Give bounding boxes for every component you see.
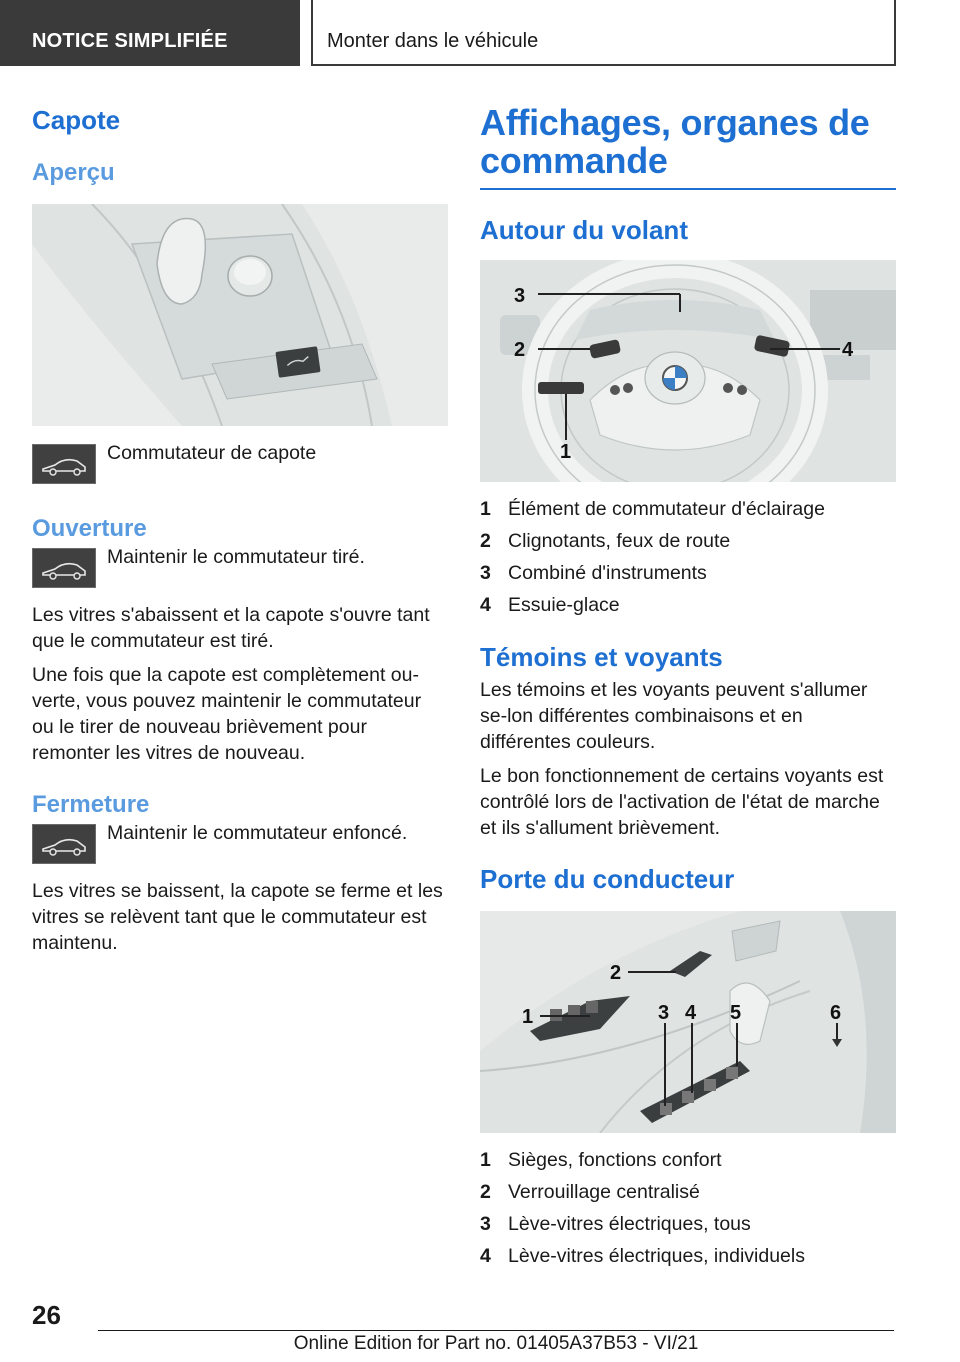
legend-text: Lève-vitres électriques, tous: [508, 1213, 751, 1235]
legend-item: [480, 493, 896, 525]
convertible-top-icon: [32, 824, 96, 864]
section-label: NOTICE SIMPLIFIÉE: [0, 0, 300, 66]
legend-number: 2: [480, 1181, 491, 1203]
legend-item: [480, 1208, 896, 1240]
legend-text: Clignotants, feux de route: [508, 530, 731, 552]
opening-paragraph-2: Une fois que la capote est complètement ou-verte, vous pouvez maintenir le commutateur ou le tirer de nouveau brièvement pour remonter les vitres de nouveau.: [32, 664, 422, 764]
legend-text: Élément de commutateur d'éclairage: [508, 498, 825, 520]
footer-divider: [98, 1330, 894, 1331]
legend-item: [480, 1240, 896, 1272]
legend-number: 3: [480, 1213, 491, 1235]
console-illustration: [32, 204, 448, 426]
legend-number: 1: [480, 1149, 491, 1171]
legend-text: Lève-vitres électriques, individuels: [508, 1245, 805, 1267]
page-header: [0, 0, 960, 66]
chapter-label: Monter dans le véhicule: [311, 0, 896, 66]
section-title-affichages: Affichages, organes de commande: [480, 102, 870, 181]
legend-number: 4: [480, 1245, 491, 1267]
console-drawing: [32, 204, 448, 426]
closing-paragraph-1: Les vitres se baissent, la capote se ferme et les vitres se relèvent tant que le commutateur est maintenu.: [32, 880, 443, 954]
footer-edition: Online Edition for Part no. 01405A37B53 - VI/21: [293, 1333, 699, 1354]
subsection-title-temoins: Témoins et voyants: [480, 642, 723, 672]
opening-instruction: Maintenir le commutateur tiré.: [107, 546, 365, 568]
left-column: [32, 98, 448, 956]
door-callout: 1: [522, 1006, 534, 1028]
legend-number: 3: [480, 562, 491, 584]
door-callout: 3: [658, 1002, 670, 1024]
door-callout: 5: [730, 1002, 742, 1024]
door-callout: 6: [830, 1002, 842, 1024]
legend-item: [480, 1144, 896, 1176]
subsection-title-volant: Autour du volant: [480, 215, 688, 245]
opening-paragraph-1: Les vitres s'abaissent et la capote s'ouvre tant que le commutateur est tiré.: [32, 604, 430, 652]
legend-item: [480, 525, 896, 557]
subsection-title-fermeture: Fermeture: [32, 791, 150, 818]
section-title-capote: Capote: [32, 105, 121, 135]
legend-text: Combiné d'instruments: [508, 562, 707, 584]
switch-caption: Commutateur de capote: [107, 442, 317, 464]
right-column: [480, 98, 896, 1272]
wheel-legend: [480, 493, 896, 621]
legend-item: [480, 557, 896, 589]
closing-instruction-row: [32, 824, 448, 864]
door-legend: [480, 1144, 896, 1272]
wheel-callout: 1: [560, 441, 572, 463]
wheel-callout: 4: [842, 339, 854, 361]
legend-number: 2: [480, 530, 491, 552]
legend-number: 4: [480, 594, 491, 616]
door-callout: 4: [685, 1002, 697, 1024]
subsection-title-ouverture: Ouverture: [32, 515, 147, 542]
steering-wheel-drawing: [480, 260, 896, 482]
lamps-paragraph-1: Les témoins et les voyants peuvent s'allumer se-lon différentes combinaisons et en différentes couleurs.: [480, 679, 868, 753]
legend-number: 1: [480, 498, 491, 520]
driver-door-illustration: [480, 911, 896, 1133]
switch-caption-row: [32, 444, 448, 484]
subsection-title-porte: Porte du conducteur: [480, 864, 735, 894]
legend-text: Sièges, fonctions confort: [508, 1149, 722, 1171]
convertible-top-icon: [32, 548, 96, 588]
page-number: 26: [32, 1300, 61, 1330]
legend-item: [480, 1176, 896, 1208]
legend-text: Essuie-glace: [508, 594, 620, 616]
legend-item: [480, 589, 896, 621]
subsection-title-apercu: Aperçu: [32, 159, 115, 186]
opening-instruction-row: [32, 548, 448, 588]
driver-door-drawing: [480, 911, 896, 1133]
title-underline: [480, 188, 896, 190]
lamps-paragraph-2: Le bon fonctionnement de certains voyants est contrôlé lors de l'activation de l'état de marche et ils s'allument brièvement.: [480, 765, 884, 839]
convertible-top-icon: [32, 444, 96, 484]
wheel-callout: 2: [514, 339, 526, 361]
steering-wheel-illustration: [480, 260, 896, 482]
wheel-callout: 3: [514, 285, 526, 307]
legend-text: Verrouillage centralisé: [508, 1181, 700, 1203]
closing-instruction: Maintenir le commutateur enfoncé.: [107, 822, 408, 844]
door-callout: 2: [610, 962, 622, 984]
